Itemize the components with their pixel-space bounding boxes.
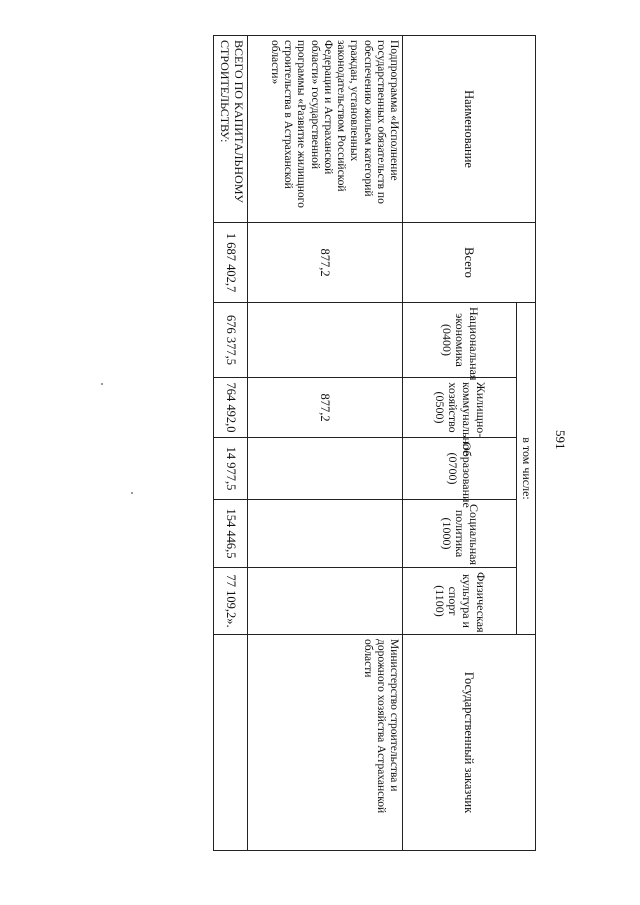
row-sport xyxy=(248,568,403,635)
total-sport: 77 109,2». xyxy=(214,568,248,635)
row-social-policy xyxy=(248,500,403,568)
page-number: 591 xyxy=(553,430,568,450)
header-education: Образование (0700) xyxy=(403,438,517,500)
header-customer: Государственный заказчик xyxy=(403,635,536,851)
scan-speck xyxy=(101,383,103,385)
table-row xyxy=(248,36,403,851)
rotated-table-wrapper xyxy=(214,35,536,850)
row-housing: 877,2 xyxy=(248,378,403,438)
header-social-policy: Социальная политика (1000) xyxy=(403,500,517,568)
table-row-total xyxy=(214,36,248,851)
total-economy: 676 377,5 xyxy=(214,303,248,378)
row-name: Подпрограмма «Исполнение государственных обязательств по обеспечению жильем категорий граждан, установленных законодательством Российской Федерации и Астраханской области» государственной программы «Развитие жилищного строительства в Астраханской области» xyxy=(248,36,403,223)
total-social-policy: 154 446,5 xyxy=(214,500,248,568)
total-label: ВСЕГО ПО КАПИТАЛЬНОМУ СТРОИТЕЛЬСТВУ: xyxy=(214,36,248,223)
scan-speck xyxy=(131,492,133,494)
row-economy xyxy=(248,303,403,378)
header-name: Наименование xyxy=(403,36,536,223)
header-total: Всего xyxy=(403,223,536,303)
total-housing: 764 492,0 xyxy=(214,378,248,438)
total-education: 14 977,5 xyxy=(214,438,248,500)
total-sum: 1 687 402,7 xyxy=(214,223,248,303)
row-total: 877,2 xyxy=(248,223,403,303)
total-customer xyxy=(214,635,248,851)
row-customer: Министерство строительства и дорожного хозяйства Астраханской области xyxy=(248,635,403,851)
header-row-top xyxy=(517,36,536,851)
header-sport: Физическая культура и спорт (1100) xyxy=(403,568,517,635)
header-economy: Национальная экономика (0400) xyxy=(403,303,517,378)
header-housing: Жилищно-коммунальное хозяйство (0500) xyxy=(403,378,517,438)
header-including: в том числе: xyxy=(517,303,536,635)
row-education xyxy=(248,438,403,500)
capital-construction-table xyxy=(213,35,536,851)
